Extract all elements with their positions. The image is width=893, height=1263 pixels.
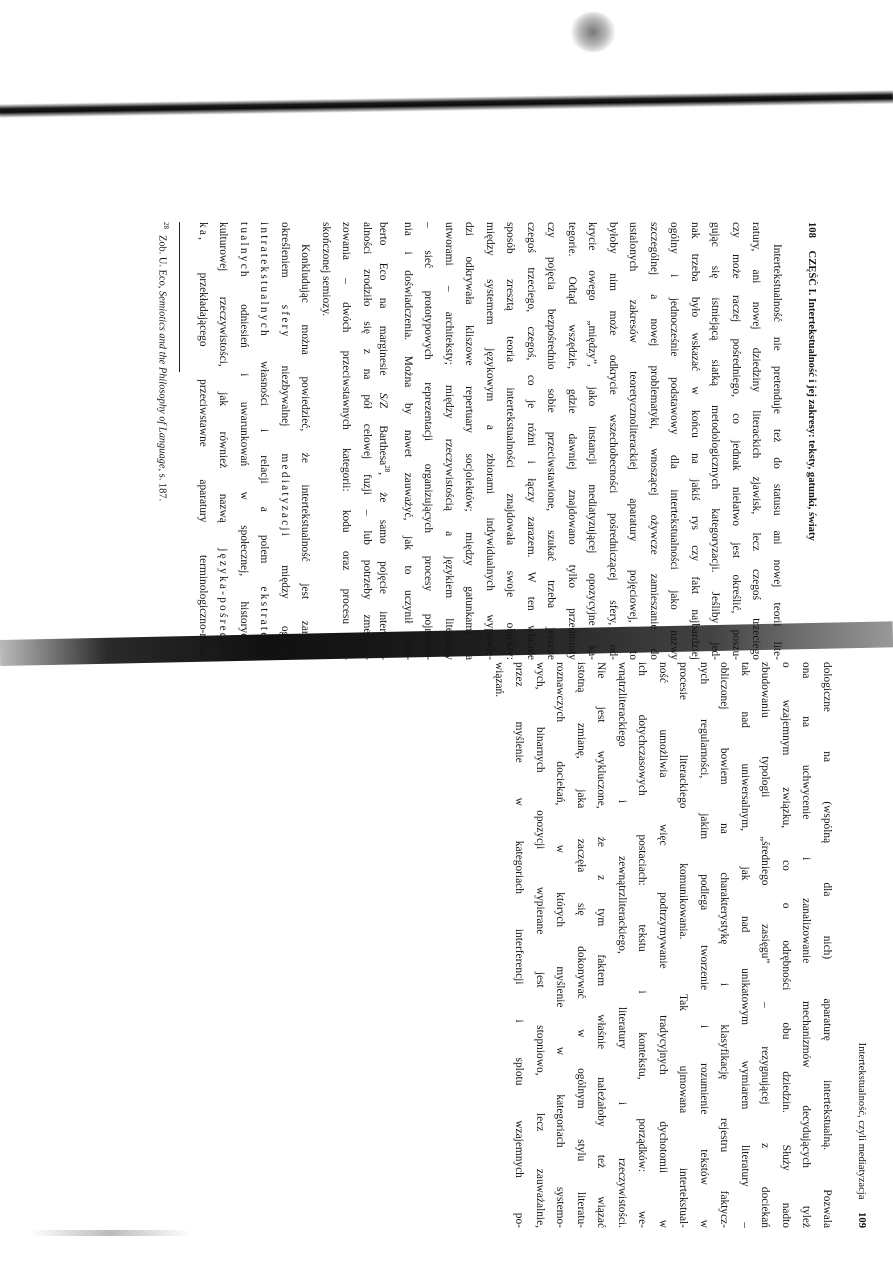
spaced-term: mediatyzacji	[279, 453, 291, 539]
italic-title: S/Z	[377, 392, 390, 409]
text-line: nak trzeba było wskazać w końcu na jakiś rys czy fakt najbardziej	[689, 222, 701, 660]
running-head	[802, 222, 818, 660]
text-fragment: własności i relacji a polem	[258, 337, 271, 587]
spaced-term: ka	[197, 222, 209, 238]
scan-edge-speck	[30, 1230, 190, 1236]
text-line: gując się istniejącą siatką metodologicznych kategoryzacji. Jeśliby jed-	[709, 222, 722, 660]
text-line: czegoś trzeciego, czegoś, co je różni i łączy zarazem. W ten właśnie	[525, 222, 537, 660]
footnote-separator	[180, 222, 181, 372]
text-line: zowania – dwóch przeciwstawnych kategorii: kodu oraz procesu nie-	[340, 222, 353, 660]
scan-stain	[570, 12, 616, 52]
body-paragraph-1	[316, 222, 788, 660]
text-line: między systemem językowym a zbiorami indywidualnych wypowie-	[484, 222, 496, 660]
spaced-term: intratekstualnych	[258, 222, 271, 338]
text-fragment: między ogółem	[279, 538, 291, 660]
text-line-with-footnote-ref	[377, 222, 398, 660]
text-line: ność umożliwia więc podtrzymywanie tradycyjnych dychotomii w	[657, 662, 669, 1228]
page-number: 109	[856, 1212, 867, 1228]
text-line: dologiczne na (wspólną dla nich) aparaturę intertekstualną. Pozwala	[821, 662, 833, 1228]
spaced-term: sfery	[279, 304, 291, 339]
text-fragment: , przekładającego przeciwstawne aparatury terminologiczno-meto-	[197, 237, 209, 660]
text-line: dzi odkrywała kliszowe repertuary socjolektów; między gatunkami a	[463, 222, 476, 660]
text-line: sposób zresztą teoria intertekstualności znajdowała swoje obiekty:	[504, 222, 517, 660]
text-line: czy pojęcia bezpośrednio sobie przeciwstawione, szukać trzeba jeszcze	[545, 222, 558, 660]
text-line: ustalonych zakresów teoretycznoliterackiej aparatury pojęciowej, to	[627, 222, 640, 660]
page-108	[154, 222, 818, 660]
text-line: Konkludując można powiedzieć, że intertekstualność jest zarówno	[299, 244, 312, 660]
text-line: ona na uchwycenie i zanalizowanie mechanizmów decydujących tyleż	[800, 662, 813, 1228]
footnote	[155, 222, 173, 660]
text-line	[234, 222, 255, 660]
text-fragment: niezbywalnej	[279, 338, 291, 454]
text-line: Nie jest wykluczone, że z tym faktem właśnie należałoby też wiązać	[595, 662, 608, 1228]
text-line: szczególnej a nowej problematyki, wnoszącej ożywcze zamieszanie do	[648, 222, 660, 660]
text-line: wnątrzliterackiego i zewnątrzliterackiego, literatury i rzeczywistości.	[616, 662, 628, 1228]
text-line: o wzajemnym związku, co o odrębności obu dziedzin. Służy nadto	[780, 662, 792, 1228]
text-line: tegorie. Odtąd wszędzie, gdzie dawniej znajdowano tylko przedmioty	[566, 222, 578, 660]
running-head-title: Intertekstualność, czyli mediatyzacja	[856, 1042, 867, 1200]
text-line: – sieć prototypowych reprezentacji organizujących procesy pojmowa-	[422, 222, 435, 660]
text-line	[193, 222, 214, 660]
text-line: ogólny i jednocześnie podstawowy dla intertekstualności jako nazwy	[668, 222, 681, 660]
text-line: nych regularności, jakim podlega tworzenie i rozumienie tekstów w	[698, 662, 710, 1228]
spaced-term: ekstrateks-	[258, 586, 271, 660]
running-head	[852, 662, 868, 1228]
text-line: nia i doświadczenia. Można by nawet zauważyć, jak to uczynił Um-	[402, 222, 414, 660]
text-line: przez myślenie w kategoriach interferencji i splotu wzajemnych po-	[513, 662, 526, 1228]
text-line: byłoby nim może odkrycie wszechobecności pośredniczącej sfery, od-	[607, 222, 619, 660]
text-line: obliczonej bowiem na charakterystykę i klasyfikację rejestru faktycz-	[718, 662, 731, 1228]
text-line	[254, 222, 275, 660]
text-fragment: berto Eco na marginesie	[377, 222, 390, 393]
text-line: tak nad uniwersalnym, jak nad unikatowym wymiarem literatury –	[739, 662, 751, 1228]
body-paragraph-2	[193, 222, 316, 660]
text-fragment: , że samo pojęcie interteksu-	[377, 472, 390, 660]
text-line: Intertekstualność nie pretenduje też do statusu ani nowej teorii lite-	[771, 244, 783, 660]
footnote-text: , s. 187.	[157, 468, 169, 502]
spaced-term: języka-pośredni-	[217, 548, 230, 660]
text-fragment: odniesień i uwarunkowań w społecznej, historycznej,	[238, 278, 250, 660]
footnote-number: 28	[162, 222, 171, 229]
text-line: zbudowaniu typologii „średniego zasięgu” – rezygnującej z dociekań	[759, 662, 772, 1228]
text-line: wych, binarnych opozycji wypierane jest stopniowo, lecz zauważalnie,	[534, 662, 546, 1228]
page-number: 108	[806, 222, 817, 238]
body-text	[489, 662, 838, 1228]
text-line: czy może raczej pośredniego, co jednak niełatwo jest określić, poszu-	[730, 222, 742, 660]
text-line: skończonej semiozy.	[320, 222, 332, 317]
text-line: procesie literackiego komunikowania. Tak ujmowana intertekstual-	[677, 662, 690, 1228]
text-fragment: kulturowej rzeczywistości, jak również nazwą	[217, 222, 230, 549]
text-fragment: określeniem	[279, 222, 291, 305]
text-line: utworami – architeksty; między rzeczywistością a językiem literatury	[443, 222, 455, 660]
text-line	[275, 222, 296, 660]
spaced-term: tualnych	[238, 222, 250, 279]
text-line: roznawczych dociekań, w których myślenie w kategoriach systemo-	[554, 662, 567, 1228]
text-line	[213, 222, 234, 660]
text-fragment: Barthesa	[377, 425, 390, 466]
text-line: istotną zmianę, jaka zaczęła się dokonywać w ogólnym stylu literatu-	[575, 662, 587, 1228]
footnote-book-title: Semiotics and the Philosophy of Language	[157, 290, 169, 469]
text-line: alności zrodziło się z na pół celowej fuzji – lub potrzeby zmediaty-	[361, 222, 373, 660]
scan-top-edge-shadow	[0, 90, 893, 118]
footnote-reference: 28	[383, 465, 392, 473]
text-line: krycie owego „między”, jako instancji mediatyzującej opozycyjne ka-	[586, 222, 599, 660]
page-109	[474, 662, 868, 1228]
text-line: ratury, ani nowej dziedziny literackich zjawisk, lecz czegoś trzeciego	[750, 222, 763, 660]
footnote-text: Zob. U. Eco,	[157, 235, 169, 291]
text-line: wiązań.	[493, 662, 505, 698]
text-line: ich dotychczasowych postaciach: tekstu i kontekstu, porządków: we-	[636, 662, 649, 1228]
running-head-title: CZĘŚĆ I. Intertekstualność i jej zakresy: teksty, gatunki, światy	[806, 250, 817, 541]
